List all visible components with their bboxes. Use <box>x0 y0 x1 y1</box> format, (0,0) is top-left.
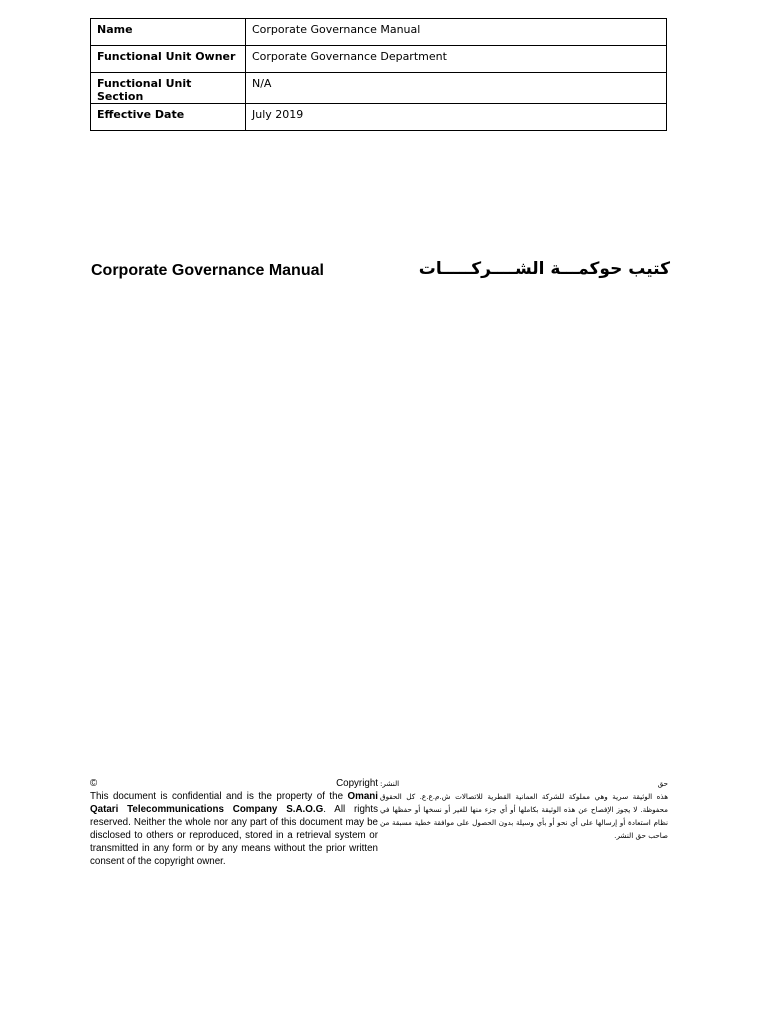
row-value: July 2019 <box>246 104 667 131</box>
copyright-label: Copyright <box>336 778 378 789</box>
row-value: Corporate Governance Manual <box>246 19 667 46</box>
copyright-text-part: . All rights reserved. Neither the whole nor any part of this document may be disclosed to others or reproduced, stored in a retrieval system or transmitted in any form or by any means without the prior written consent of the copyright owner. <box>90 804 378 867</box>
table-row <box>91 19 667 46</box>
row-value: N/A <box>246 73 667 104</box>
copyright-label-arabic-suffix: النشر: <box>380 779 400 788</box>
row-value: Corporate Governance Department <box>246 46 667 73</box>
document-title-arabic: كتيب حوكمـــة الشــــركـــــات <box>418 259 670 279</box>
copyright-text-arabic: هذه الوثيقة سرية وهي مملوكة للشركة العمانية القطرية للاتصالات ش.م.ع.ع. كل الحقوق محفوظة. لا يجوز الإفصاح عن هذه الوثيقة بكاملها أو أي جزء منها للغير أو نسخها أو حفظها في نظام استعادة أو إرسالها على أي نحو أو بأي وسيلة بدون الحصول على موافقة خطية مسبقة من صاحب حق النشر. <box>380 792 668 840</box>
row-label: Functional Unit Owner <box>91 46 246 73</box>
copyright-label-arabic: حق <box>657 779 668 788</box>
table-row <box>91 104 667 131</box>
copyright-notice-arabic <box>380 777 668 842</box>
copyright-notice-english <box>90 777 378 868</box>
row-label: Functional Unit Section <box>91 73 246 104</box>
copyright-symbol: © <box>90 778 98 789</box>
table-row <box>91 46 667 73</box>
table-row <box>91 73 667 104</box>
copyright-text <box>90 790 378 868</box>
document-info-table <box>90 18 667 131</box>
copyright-text-part: This document is confidential and is the property of the <box>90 791 348 802</box>
row-label: Name <box>91 19 246 46</box>
company-name: Omani Qatari Telecommunications Company S.A.O.G <box>90 791 378 815</box>
document-title-english: Corporate Governance Manual <box>91 262 324 279</box>
row-label: Effective Date <box>91 104 246 131</box>
